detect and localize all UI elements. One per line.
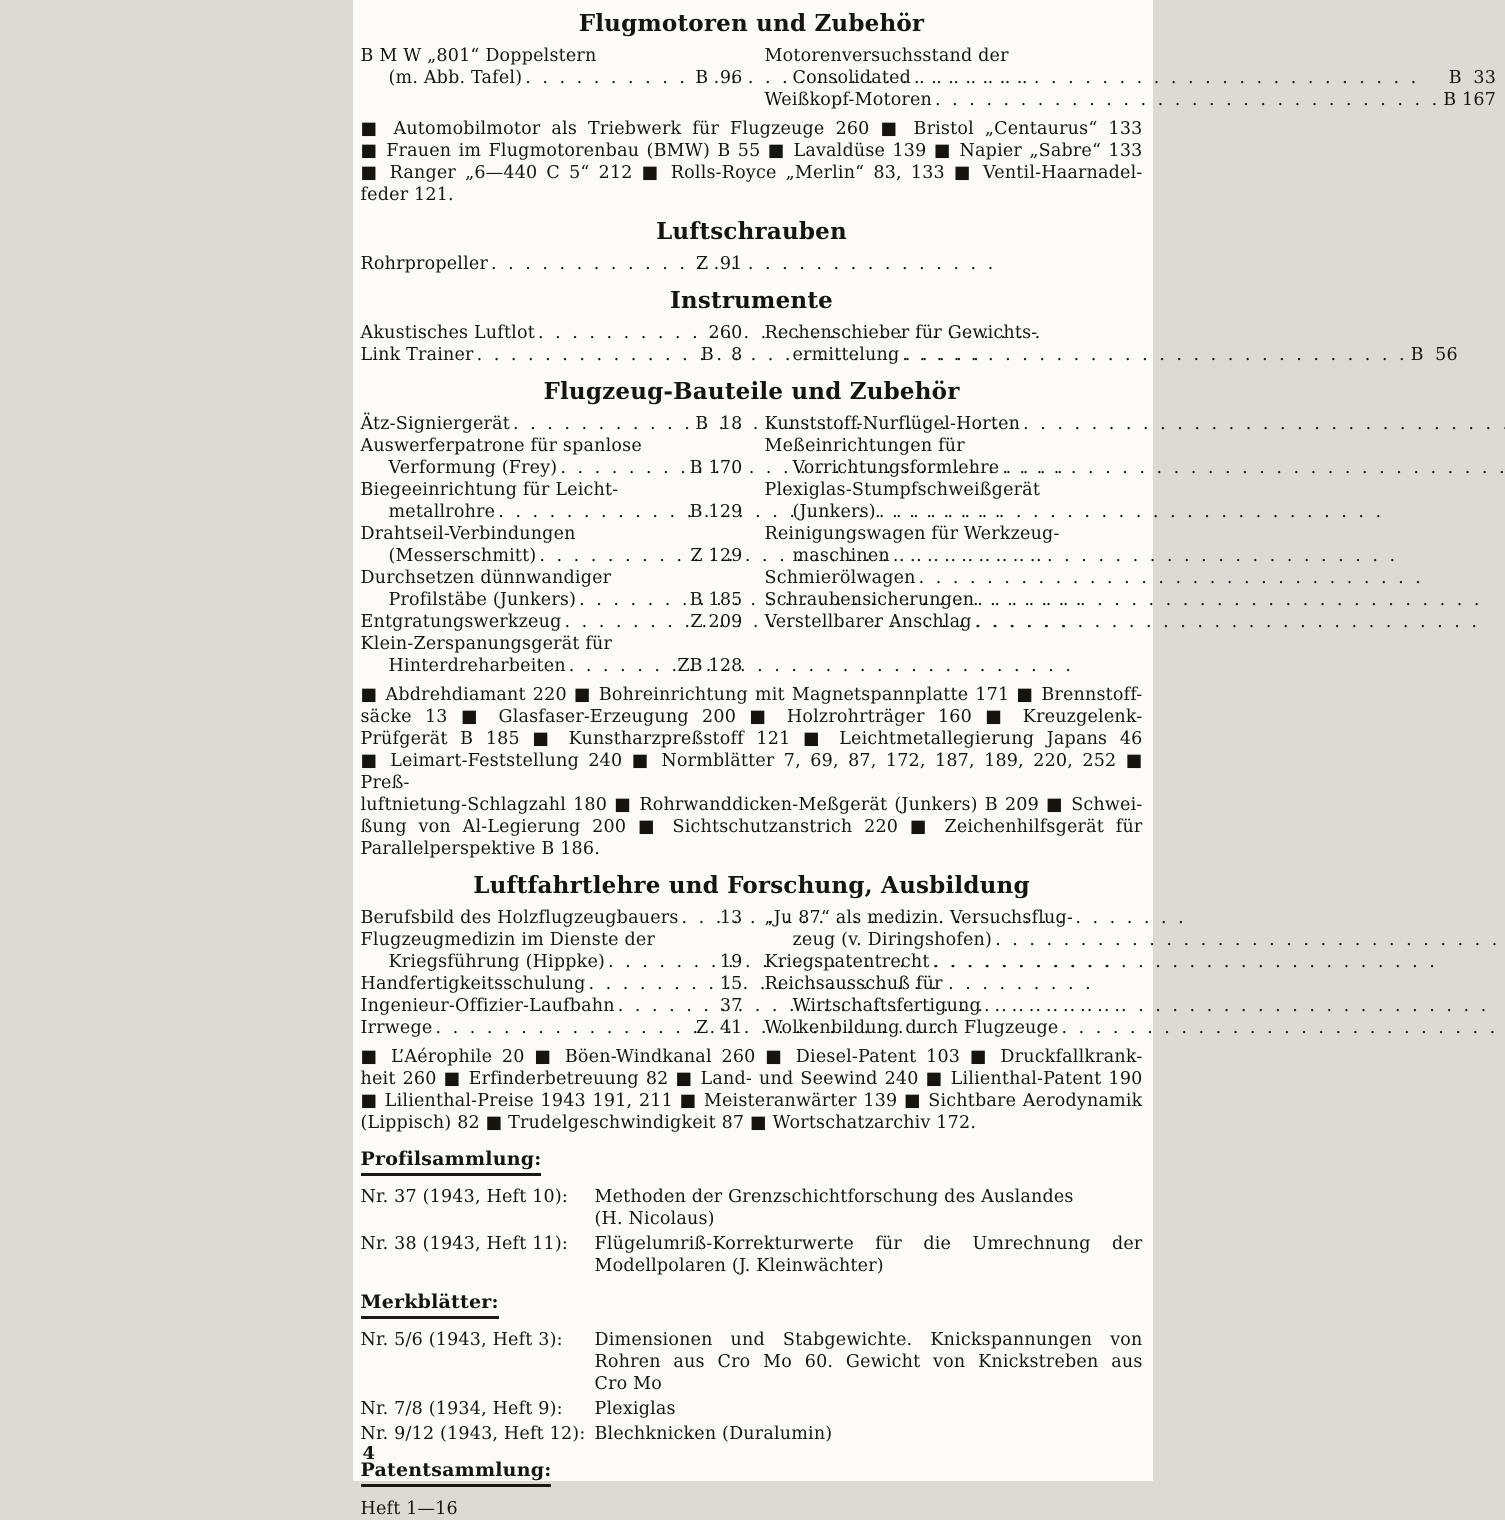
catalog-merkblaetter <box>361 1290 1143 1445</box>
catalog-item-text <box>595 1186 1143 1230</box>
page-ref: B 8 <box>701 344 743 366</box>
index-entry-line <box>765 413 1505 435</box>
paragraph-line: ■ Lilienthal-Preise 1943 191, 211 ■ Meisteranwärter 139 ■ Sichtbare Aerodynamik <box>361 1090 1143 1112</box>
entry-text: Wolkenbildung durch Flugzeuge <box>765 1017 1059 1039</box>
dot-leader <box>1002 457 1505 479</box>
entry-text: ermittelung <box>793 344 900 366</box>
dot-leader <box>933 951 1505 973</box>
section-luftschrauben <box>361 218 1143 275</box>
entry-text: Verformung (Frey) <box>389 457 558 479</box>
dot-leader <box>977 589 1505 611</box>
index-entry-line <box>361 457 743 479</box>
index-entry-line <box>765 589 1505 611</box>
catalog-text-line: Cro Mo <box>595 1373 1143 1395</box>
entry-text: Reichsausschuß für <box>765 973 943 995</box>
index-columns <box>361 322 1143 366</box>
paragraph-line: Prüfgerät B 185 ■ Kunstharzpreßstoff 121 ■ Leichtmetallegierung Japans 46 <box>361 728 1143 750</box>
entry-text: Profilstäbe (Junkers) <box>389 589 577 611</box>
entry-text: B M W „801“ Doppelstern <box>361 45 597 67</box>
index-entry-line <box>765 501 1505 523</box>
index-column-left <box>361 907 743 1039</box>
entry-text: (Messerschmitt) <box>389 545 537 567</box>
dot-leader <box>919 567 1505 589</box>
index-columns <box>361 413 1143 677</box>
page-number: 4 <box>363 1443 376 1465</box>
index-entry-line <box>361 545 743 567</box>
index-entry-line <box>765 611 1505 633</box>
entry-text: Klein-Zerspanungsgerät für <box>361 633 613 655</box>
index-column-left <box>361 413 743 677</box>
index-column-right <box>765 45 1497 111</box>
index-entry-line <box>361 435 743 457</box>
page-ref: B 96 <box>695 67 742 89</box>
catalog-text-line: Rohren aus Cro Mo 60. Gewicht von Knickstreben aus <box>595 1351 1143 1373</box>
dot-leader <box>902 344 1407 366</box>
index-entry-line <box>765 973 1505 995</box>
index-entry-line <box>765 995 1505 1017</box>
bullet-paragraph <box>361 684 1143 860</box>
paragraph-line: ■ Automobilmotor als Triebwerk für Flugzeuge 260 ■ Bristol „Centaurus“ 133 <box>361 118 1143 140</box>
index-entry-line <box>361 501 743 523</box>
dot-leader <box>565 611 688 633</box>
page-ref: B 170 <box>690 457 743 479</box>
entry-text: Biegeeinrichtung für Leicht- <box>361 479 619 501</box>
entry-text: zeug (v. Diringshofen) <box>793 929 993 951</box>
index-entry-line <box>361 523 743 545</box>
entry-text: metallrohre <box>389 501 496 523</box>
page-ref: 15 <box>720 973 743 995</box>
page-ref: 13 <box>720 907 743 929</box>
index-column-right <box>765 322 1458 366</box>
entry-text: Rohrpropeller <box>361 253 489 275</box>
paragraph-line: luftnietung-Schlagzahl 180 ■ Rohrwanddicken-Meßgerät (Junkers) B 209 ■ Schwei- <box>361 794 1143 816</box>
index-entry-line <box>765 951 1505 973</box>
paragraph-line: ■ Ranger „6—440 C 5“ 212 ■ Rolls-Royce „Merlin“ 83, 133 ■ Ventil-Haarnadel- <box>361 162 1143 184</box>
page-ref: Z 129 <box>690 545 742 567</box>
paragraph-line: heit 260 ■ Erfinderbetreuung 82 ■ Land- und Seewind 240 ■ Lilienthal-Patent 190 <box>361 1068 1143 1090</box>
paragraph-line: (Lippisch) 82 ■ Trudelgeschwindigkeit 87 ■ Wortschatzarchiv 172. <box>361 1112 1143 1134</box>
catalog-item <box>361 1186 1143 1230</box>
index-columns <box>361 253 1143 275</box>
page-ref: 19 <box>720 951 743 973</box>
paragraph-line: säcke 13 ■ Glasfaser-Erzeugung 200 ■ Holzrohrträger 160 ■ Kreuzgelenk- <box>361 706 1143 728</box>
entry-text: Meßeinrichtungen für <box>765 435 965 457</box>
index-entry-line <box>361 973 743 995</box>
index-columns <box>361 45 1143 111</box>
dot-leader <box>513 413 692 435</box>
index-column-left <box>361 45 743 111</box>
entry-text: Motorenversuchsstand der <box>765 45 1009 67</box>
section-title: Flugmotoren und Zubehör <box>361 10 1143 38</box>
entry-text: Kunststoff-Nurflügel-Horten <box>765 413 1021 435</box>
catalog-text-line: (H. Nicolaus) <box>595 1208 1143 1230</box>
section-luftfahrtlehre <box>361 872 1143 1134</box>
index-entry-line <box>361 633 743 655</box>
index-entry-line <box>361 413 743 435</box>
catalog-item-label: Nr. 7/8 (1934, Heft 9): <box>361 1398 595 1420</box>
entry-text: Vorrichtungsformlehre <box>793 457 1000 479</box>
index-entry-line <box>765 929 1505 951</box>
entry-text: Berufsbild des Holzflugzeugbauers <box>361 907 679 929</box>
index-column-left <box>361 322 743 366</box>
index-entry-line <box>765 1017 1505 1039</box>
section-flugmotoren <box>361 10 1143 206</box>
index-entry-line <box>361 951 743 973</box>
dot-leader <box>589 973 717 995</box>
entry-text: Link Trainer <box>361 344 474 366</box>
entry-text: Wirtschaftsfertigung <box>793 995 981 1017</box>
catalog-text-line: Methoden der Grenzschichtforschung des Auslandes <box>595 1186 1143 1208</box>
index-entry-line <box>361 655 743 677</box>
dot-leader <box>1023 413 1505 435</box>
paragraph-line: Parallelperspektive B 186. <box>361 838 1143 860</box>
entry-text: Plexiglas-Stumpfschweißgerät <box>765 479 1041 501</box>
page-ref: 260 <box>708 322 742 344</box>
dot-leader <box>893 545 1505 567</box>
paragraph-line: ßung von Al-Legierung 200 ■ Sichtschutzanstrich 220 ■ Zeichenhilfsgerät für <box>361 816 1143 838</box>
dot-leader <box>491 253 693 275</box>
catalog-text-line: Blechknicken (Duralumin) <box>595 1423 1143 1445</box>
page-ref: ZB 128 <box>677 655 742 677</box>
catalog-item-label: Nr. 5/6 (1943, Heft 3): <box>361 1329 595 1395</box>
entry-text: maschinen <box>793 545 890 567</box>
entry-text: Auswerferpatrone für spanlose <box>361 435 642 457</box>
index-column-right <box>765 413 1505 677</box>
catalog-profilsammlung <box>361 1147 1143 1277</box>
entry-text: Kriegsführung (Hippke) <box>389 951 606 973</box>
entry-text: Verstellbarer Anschlag <box>765 611 972 633</box>
entry-text: Entgratungswerkzeug <box>361 611 562 633</box>
page-ref: B 56 <box>1411 344 1458 366</box>
index-entry-line <box>361 611 743 633</box>
dot-leader <box>579 589 687 611</box>
bullet-paragraph <box>361 1046 1143 1134</box>
dot-leader <box>682 907 717 929</box>
dot-leader <box>618 995 717 1017</box>
entry-text: Handfertigkeitsschulung <box>361 973 586 995</box>
entry-text: „Ju 87“ als medizin. Versuchsflug- <box>765 907 1074 929</box>
index-column-right <box>765 907 1505 1039</box>
index-entry-line <box>765 907 1505 929</box>
dot-leader <box>498 501 686 523</box>
page-ref: B 129 <box>690 501 743 523</box>
page-ref: Z 41 <box>696 1017 743 1039</box>
page-ref: Z 91 <box>696 253 743 275</box>
catalog-item <box>361 1423 1143 1445</box>
page-ref: B 167 <box>1443 89 1496 111</box>
section-title: Luftschrauben <box>361 218 1143 246</box>
catalog-item-text <box>595 1233 1143 1277</box>
index-entry-line <box>765 457 1505 479</box>
entry-text: Ingenieur-Offizier-Laufbahn <box>361 995 615 1017</box>
entry-text: Consolidated <box>793 67 912 89</box>
bullet-paragraph <box>361 118 1143 206</box>
entry-text: Durchsetzen dünnwandiger <box>361 567 612 589</box>
dot-leader <box>477 344 698 366</box>
catalog-item-label: Nr. 38 (1943, Heft 11): <box>361 1233 595 1277</box>
dot-leader <box>879 501 1505 523</box>
entry-text: Flugzeugmedizin im Dienste der <box>361 929 656 951</box>
entry-text: (m. Abb. Tafel) <box>389 67 523 89</box>
dot-leader <box>560 457 686 479</box>
section-title: Luftfahrtlehre und Forschung, Ausbildung <box>361 872 1143 900</box>
paragraph-line: ■ Abdrehdiamant 220 ■ Bohreinrichtung mit Magnetspannplatte 171 ■ Brennstoff- <box>361 684 1143 706</box>
dot-leader <box>608 951 717 973</box>
catalog-note: Heft 1—16 <box>361 1498 1143 1520</box>
page-ref: B 185 <box>690 589 743 611</box>
index-entry-line <box>361 344 743 366</box>
index-entry-line <box>765 45 1497 67</box>
catalog-text-line: Dimensionen und Stabgewichte. Knickspannungen von <box>595 1329 1143 1351</box>
catalog-text-line: Flügelumriß-Korrekturwerte für die Umrechnung der <box>595 1233 1143 1255</box>
dot-leader <box>569 655 675 677</box>
index-entry-line <box>765 89 1497 111</box>
index-entry-line <box>765 435 1505 457</box>
catalog-items <box>361 1186 1143 1277</box>
dot-leader <box>914 67 1446 89</box>
catalog-item-text <box>595 1423 1143 1445</box>
paragraph-line: feder 121. <box>361 184 1143 206</box>
index-entry-line <box>361 907 743 929</box>
dot-leader <box>995 929 1505 951</box>
index-entry-line <box>361 45 743 67</box>
entry-text: Hinterdreharbeiten <box>389 655 566 677</box>
entry-text: Ätz-Signiergerät <box>361 413 510 435</box>
index-entry-line <box>765 545 1505 567</box>
catalog-item-text <box>595 1398 1143 1420</box>
paragraph-line: ■ L’Aérophile 20 ■ Böen-Windkanal 260 ■ Diesel-Patent 103 ■ Druckfallkrank- <box>361 1046 1143 1068</box>
section-title: Instrumente <box>361 287 1143 315</box>
page-ref: B 18 <box>695 413 742 435</box>
index-entry-line <box>361 1017 743 1039</box>
index-entry-line <box>361 322 743 344</box>
index-entry-line <box>361 995 743 1017</box>
index-entry-line <box>765 567 1505 589</box>
catalog-heading: Patentsammlung: <box>361 1458 552 1487</box>
catalog-item <box>361 1398 1143 1420</box>
catalog-heading: Profilsammlung: <box>361 1147 542 1176</box>
dot-leader <box>525 67 692 89</box>
index-entry-line <box>361 253 743 275</box>
catalog-item <box>361 1233 1143 1277</box>
paragraph-line: ■ Leimart-Feststellung 240 ■ Normblätter 7, 69, 87, 172, 187, 189, 220, 252 ■ Preß- <box>361 750 1143 794</box>
index-entry-line <box>765 479 1505 501</box>
catalog-item <box>361 1329 1143 1395</box>
catalog-items <box>361 1329 1143 1445</box>
catalog-item-label: Nr. 9/12 (1943, Heft 12): <box>361 1423 595 1445</box>
index-entry-line <box>765 344 1458 366</box>
page-ref: B 33 <box>1449 67 1496 89</box>
catalog-heading: Merkblätter: <box>361 1290 499 1319</box>
dot-leader <box>935 89 1440 111</box>
index-column-right <box>765 253 1143 275</box>
entry-text: Akustisches Luftlot <box>361 322 535 344</box>
catalog-item-label: Nr. 37 (1943, Heft 10): <box>361 1186 595 1230</box>
section-title: Flugzeug-Bauteile und Zubehör <box>361 378 1143 406</box>
entry-text: Rechenschieber für Gewichts- <box>765 322 1038 344</box>
entry-text: Schraubensicherungen <box>765 589 975 611</box>
entry-text: (Junkers) <box>793 501 876 523</box>
dot-leader <box>984 995 1505 1017</box>
page-ref: Z 209 <box>690 611 742 633</box>
index-entry-line <box>361 479 743 501</box>
catalog-text-line: Modellpolaren (J. Kleinwächter) <box>595 1255 1143 1277</box>
entry-text: Schmierölwagen <box>765 567 916 589</box>
paragraph-line: ■ Frauen im Flugmotorenbau (BMW) B 55 ■ Lavaldüse 139 ■ Napier „Sabre“ 133 <box>361 140 1143 162</box>
section-instrumente <box>361 287 1143 366</box>
index-entry-line <box>765 67 1497 89</box>
entry-text: Kriegspatentrecht <box>765 951 930 973</box>
index-entry-line <box>361 67 743 89</box>
catalog-patentsammlung <box>361 1458 1143 1520</box>
catalog-item-text <box>595 1329 1143 1395</box>
entry-text: Weißkopf-Motoren <box>765 89 933 111</box>
index-page <box>353 0 1153 1481</box>
index-columns <box>361 907 1143 1039</box>
dot-leader <box>435 1017 692 1039</box>
page-ref: 37 <box>720 995 743 1017</box>
index-entry-line <box>765 322 1458 344</box>
dot-leader <box>1061 1017 1505 1039</box>
dot-leader <box>538 322 706 344</box>
entry-text: Irrwege <box>361 1017 433 1039</box>
index-column-left <box>361 253 743 275</box>
index-entry-line <box>361 567 743 589</box>
dot-leader <box>539 545 687 567</box>
entry-text: Reinigungswagen für Werkzeug- <box>765 523 1060 545</box>
section-flugzeug-bauteile <box>361 378 1143 860</box>
index-entry-line <box>361 589 743 611</box>
catalog-text-line: Plexiglas <box>595 1398 1143 1420</box>
dot-leader <box>975 611 1505 633</box>
index-entry-line <box>361 929 743 951</box>
entry-text: Drahtseil-Verbindungen <box>361 523 576 545</box>
index-entry-line <box>765 523 1505 545</box>
